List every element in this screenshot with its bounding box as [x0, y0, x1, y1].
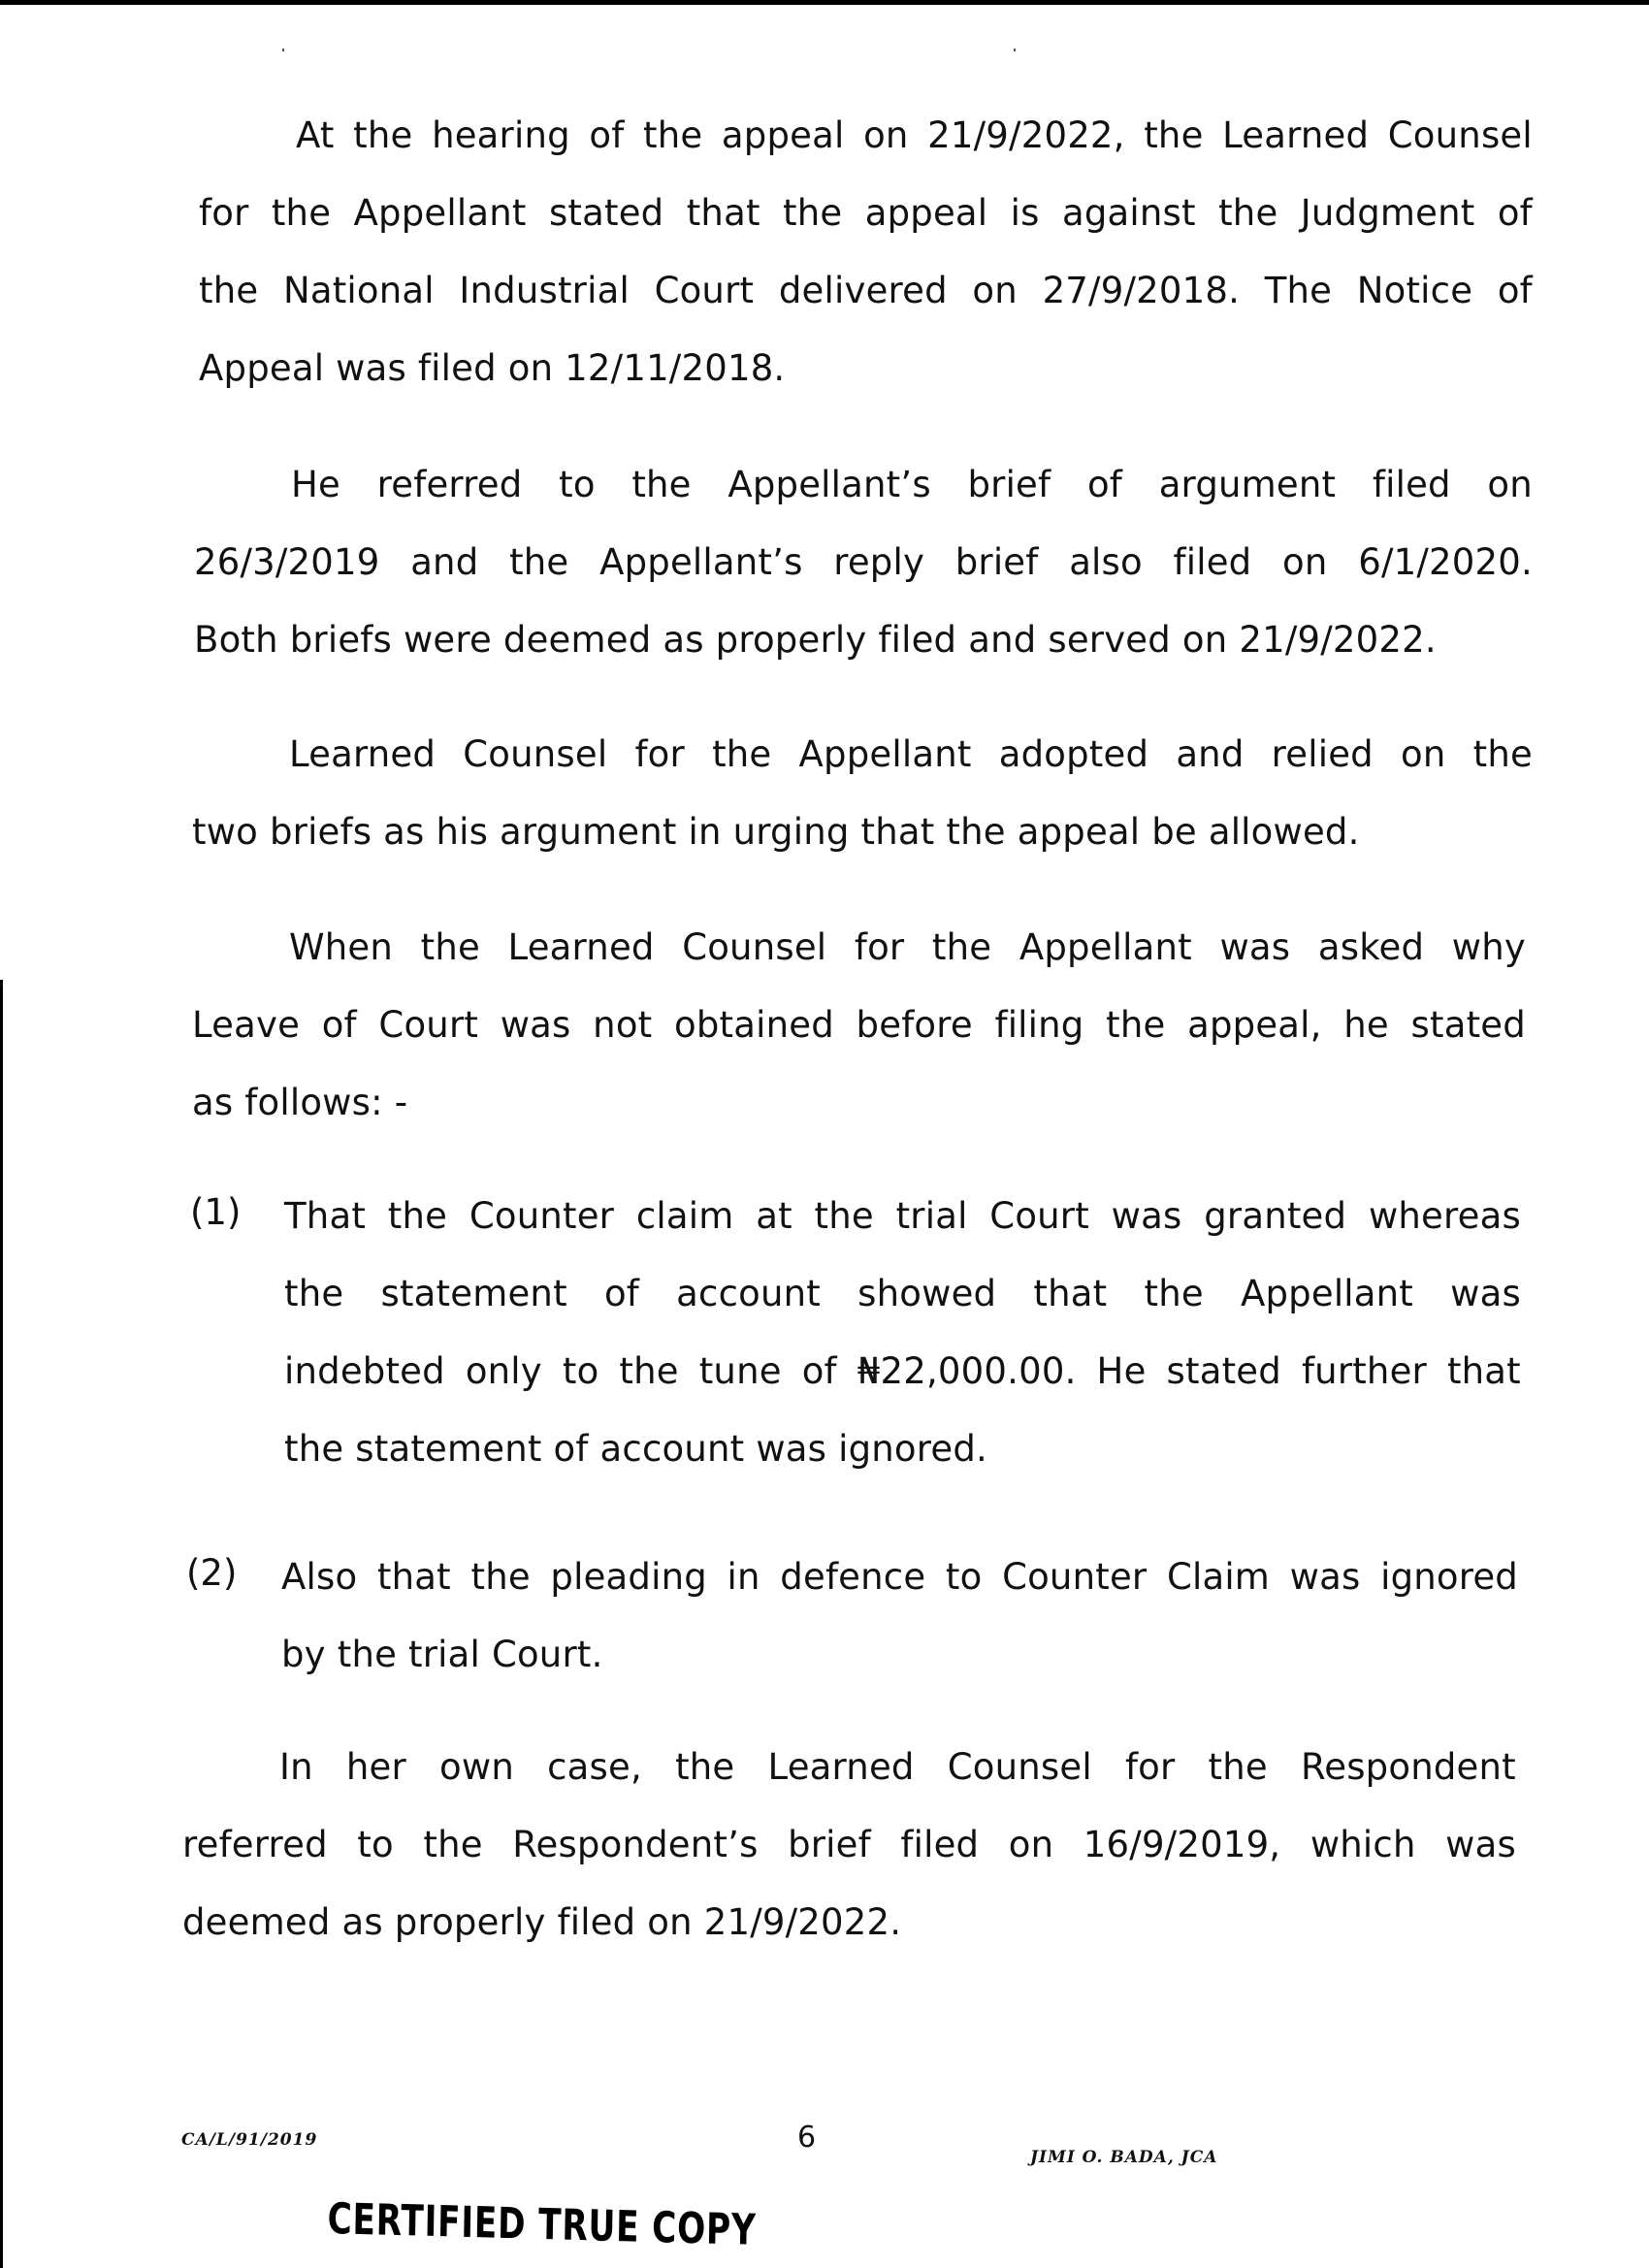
- text-line: [199, 270, 1533, 312]
- word: claim: [635, 1195, 734, 1237]
- case-number: CA/L/91/2019: [181, 2130, 318, 2150]
- word: was: [1219, 926, 1291, 968]
- judge-name: JIMI O. BADA, JCA: [1030, 2148, 1218, 2167]
- word: He: [1096, 1350, 1147, 1392]
- word: Learned: [507, 926, 655, 968]
- word: whereas: [1368, 1195, 1521, 1237]
- word: against: [1061, 192, 1196, 234]
- word: Counsel: [463, 733, 608, 775]
- word: of: [589, 114, 625, 156]
- text-line: [284, 1273, 1521, 1315]
- word: was: [1289, 1556, 1361, 1598]
- text-line: [281, 1556, 1518, 1599]
- word: only: [465, 1350, 542, 1392]
- word: That: [284, 1195, 367, 1237]
- word: the: [387, 1195, 448, 1237]
- word: 26/3/2019: [194, 541, 380, 583]
- word: own: [439, 1746, 514, 1788]
- scan-speck: [1014, 49, 1016, 51]
- word: on: [1282, 541, 1328, 583]
- word: referred: [376, 464, 523, 505]
- word: statement: [380, 1273, 567, 1314]
- word: Appellant’s: [599, 541, 803, 583]
- word: Learned: [1222, 114, 1370, 156]
- word: appeal: [864, 192, 988, 234]
- word: Counsel: [1387, 114, 1533, 156]
- text-line: the statement of account was ignored.: [284, 1428, 987, 1470]
- text-line: [284, 1350, 1521, 1393]
- scan-top-border: [0, 0, 1649, 5]
- word: the: [619, 1350, 679, 1392]
- word: the: [1106, 1004, 1166, 1046]
- word: for: [1124, 1746, 1176, 1788]
- word: Appellant: [1240, 1273, 1414, 1314]
- word: Counsel: [682, 926, 827, 968]
- word: the: [1472, 733, 1533, 775]
- word: Learned: [289, 733, 436, 775]
- word: of: [603, 1273, 640, 1314]
- word: adopted: [998, 733, 1149, 775]
- text-line: [199, 192, 1533, 235]
- word: the: [643, 114, 703, 156]
- word: the: [271, 192, 332, 234]
- text-line: [291, 464, 1533, 506]
- word: appeal: [721, 114, 845, 156]
- word: was: [500, 1004, 571, 1046]
- word: to: [357, 1824, 394, 1865]
- word: was: [1111, 1195, 1182, 1237]
- word: that: [1446, 1350, 1521, 1392]
- word: for: [854, 926, 905, 968]
- word: trial: [895, 1195, 968, 1237]
- word: Appellant: [1018, 926, 1192, 968]
- word: filed: [1372, 464, 1451, 505]
- word: Learned: [767, 1746, 915, 1788]
- word: appeal,: [1187, 1004, 1322, 1046]
- text-line: as follows: -: [192, 1082, 408, 1123]
- word: Also: [281, 1556, 358, 1598]
- text-line: [296, 114, 1533, 157]
- word: of: [1086, 464, 1123, 505]
- word: the: [470, 1556, 531, 1598]
- word: on: [863, 114, 909, 156]
- word: filed: [1173, 541, 1252, 583]
- text-line: [194, 541, 1533, 584]
- word: why: [1451, 926, 1526, 968]
- word: is: [1010, 192, 1040, 234]
- word: he: [1343, 1004, 1389, 1046]
- word: Claim: [1166, 1556, 1271, 1598]
- word: Counsel: [947, 1746, 1092, 1788]
- word: brief: [788, 1824, 871, 1865]
- word: Respondent: [1301, 1746, 1516, 1788]
- text-line: Both briefs were deemed as properly filed and served on 21/9/2022.: [194, 619, 1437, 661]
- word: on: [972, 270, 1018, 311]
- word: that: [376, 1556, 451, 1598]
- word: the: [1144, 1273, 1204, 1314]
- word: obtained: [674, 1004, 834, 1046]
- text-line: [192, 1004, 1526, 1047]
- word: the: [931, 926, 992, 968]
- word: before: [856, 1004, 973, 1046]
- word: the: [783, 192, 843, 234]
- word: was: [1450, 1273, 1521, 1314]
- word: of: [801, 1350, 837, 1392]
- word: Court: [989, 1195, 1089, 1237]
- word: to: [945, 1556, 983, 1598]
- scan-left-border: [0, 980, 3, 2268]
- list-item-number: (1): [190, 1191, 242, 1233]
- text-line: two briefs as his argument in urging that the appeal be allowed.: [192, 811, 1360, 853]
- word: Appellant’s: [728, 464, 931, 505]
- word: Leave: [192, 1004, 301, 1046]
- word: stated: [1166, 1350, 1281, 1392]
- word: which: [1310, 1824, 1416, 1865]
- word: the: [199, 270, 259, 311]
- word: granted: [1204, 1195, 1347, 1237]
- word: also: [1069, 541, 1143, 583]
- text-line: [284, 1195, 1521, 1238]
- word: filing: [994, 1004, 1084, 1046]
- word: and: [410, 541, 479, 583]
- certified-true-copy-stamp: CERTIFIED TRUE COPY: [327, 2194, 757, 2255]
- word: asked: [1317, 926, 1425, 968]
- word: to: [562, 1350, 599, 1392]
- text-line: [289, 733, 1533, 776]
- word: at: [756, 1195, 792, 1237]
- word: of: [321, 1004, 357, 1046]
- word: the: [509, 541, 569, 583]
- word: At: [296, 114, 335, 156]
- text-line: Appeal was filed on 12/11/2018.: [199, 347, 786, 389]
- word: stated: [1410, 1004, 1526, 1046]
- word: 27/9/2018.: [1042, 270, 1241, 311]
- word: ignored: [1380, 1556, 1518, 1598]
- word: showed: [857, 1273, 997, 1314]
- word: The: [1264, 270, 1333, 311]
- word: that: [686, 192, 760, 234]
- list-item-number: (2): [186, 1552, 238, 1594]
- page-number: 6: [797, 2121, 817, 2155]
- word: that: [1033, 1273, 1108, 1314]
- word: was: [1445, 1824, 1516, 1865]
- word: relied: [1271, 733, 1374, 775]
- word: for: [634, 733, 685, 775]
- word: ₦22,000.00.: [857, 1350, 1077, 1392]
- word: the: [1144, 114, 1204, 156]
- word: the: [423, 1824, 483, 1865]
- word: the: [814, 1195, 874, 1237]
- word: referred: [182, 1824, 328, 1865]
- word: of: [1497, 270, 1533, 311]
- word: the: [631, 464, 692, 505]
- word: Counter: [1002, 1556, 1148, 1598]
- word: 16/9/2019,: [1083, 1824, 1281, 1865]
- word: Counter: [469, 1195, 615, 1237]
- word: not: [593, 1004, 653, 1046]
- scan-speck: [282, 49, 284, 51]
- word: Notice: [1356, 270, 1473, 311]
- word: In: [279, 1746, 313, 1788]
- word: case,: [547, 1746, 642, 1788]
- word: on: [1008, 1824, 1054, 1865]
- text-line: [182, 1824, 1516, 1866]
- word: brief: [954, 541, 1039, 583]
- word: stated: [548, 192, 664, 234]
- word: argument: [1158, 464, 1337, 505]
- word: her: [345, 1746, 406, 1788]
- word: the: [420, 926, 480, 968]
- word: in: [727, 1556, 760, 1598]
- text-line: by the trial Court.: [281, 1634, 603, 1675]
- word: 6/1/2020.: [1358, 541, 1533, 583]
- word: Appellant: [798, 733, 972, 775]
- word: Respondent’s: [512, 1824, 759, 1865]
- word: Court: [378, 1004, 479, 1046]
- text-line: [289, 926, 1526, 969]
- word: the: [1218, 192, 1278, 234]
- word: to: [559, 464, 596, 505]
- word: filed: [900, 1824, 980, 1865]
- word: pleading: [550, 1556, 707, 1598]
- word: Judgment: [1300, 192, 1475, 234]
- word: the: [712, 733, 772, 775]
- word: further: [1301, 1350, 1427, 1392]
- word: Court: [654, 270, 755, 311]
- word: defence: [780, 1556, 926, 1598]
- word: hearing: [432, 114, 570, 156]
- word: and: [1176, 733, 1245, 775]
- word: tune: [698, 1350, 782, 1392]
- word: brief: [967, 464, 1051, 505]
- word: the: [1208, 1746, 1268, 1788]
- word: of: [1497, 192, 1533, 234]
- word: 21/9/2022,: [927, 114, 1125, 156]
- word: reply: [833, 541, 925, 583]
- word: the: [284, 1273, 344, 1314]
- word: Appellant: [353, 192, 527, 234]
- text-line: [279, 1746, 1516, 1789]
- word: on: [1487, 464, 1533, 505]
- word: When: [289, 926, 394, 968]
- word: indebted: [284, 1350, 445, 1392]
- word: Industrial: [459, 270, 630, 311]
- word: on: [1401, 733, 1446, 775]
- word: for: [199, 192, 249, 234]
- word: the: [675, 1746, 735, 1788]
- word: account: [676, 1273, 821, 1314]
- word: delivered: [778, 270, 948, 311]
- word: National: [282, 270, 435, 311]
- word: He: [291, 464, 340, 505]
- word: the: [353, 114, 413, 156]
- text-line: deemed as properly filed on 21/9/2022.: [182, 1901, 902, 1943]
